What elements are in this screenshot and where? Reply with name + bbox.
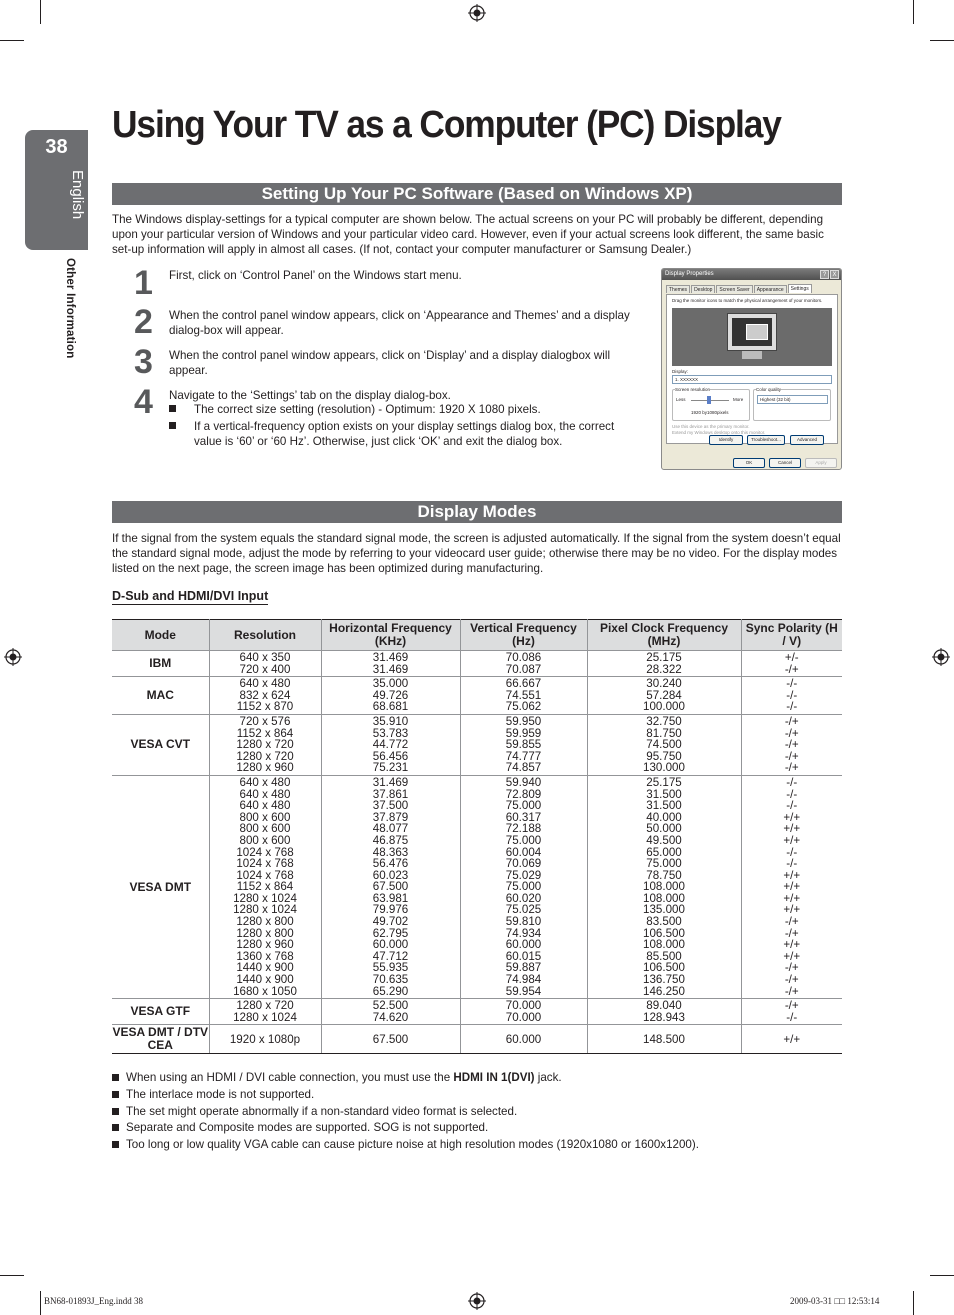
registration-mark-icon [4, 648, 22, 666]
cell-value: 31.469 [372, 662, 409, 676]
bullet-square-icon [112, 1124, 119, 1131]
cell-value: 72.809 [505, 787, 542, 801]
mode-cell: VESA DMT / DTV CEA [112, 1025, 209, 1053]
note-item: When using an HDMI / DVI cable connection, you must use the HDMI IN 1(DVI) jack. [112, 1070, 842, 1087]
cell-value: 1280 x 1024 [233, 1010, 297, 1024]
cancel-button[interactable]: Cancel [769, 458, 801, 468]
pixel-clock-cell [587, 714, 741, 775]
cell-value: +/+ [783, 949, 801, 963]
cell-value: 146.250 [643, 984, 685, 998]
cell-value: 28.322 [646, 662, 682, 676]
cell-value: 89.040 [646, 999, 682, 1013]
horizontal-frequency-cell [321, 714, 460, 775]
primary-monitor-checkbox[interactable]: Use this device as the primary monitor. [672, 424, 750, 429]
cell-value: -/+ [784, 749, 799, 763]
crop-mark [913, 0, 914, 24]
display-modes-intro: If the signal from the system equals the standard signal mode, the screen is adjusted automatically. If the signal from the system doesn’t equal the standard signal mode, adjust the mode by referring to your videocard user guide; otherwise there may be no video. For the display modes listed on the next page, the screen image has been optimized during manufacturing. [112, 532, 841, 575]
step-bullet: The correct size setting (resolution) - Optimum: 1920 X 1080 pixels. [169, 402, 644, 417]
display-label: Display: [672, 369, 689, 374]
cell-value: 1280 x 1024 [233, 891, 297, 905]
cell-value: 640 x 480 [239, 775, 291, 789]
cell-value: 37.861 [372, 787, 409, 801]
cell-value: 1280 x 1024 [233, 903, 297, 917]
cell-value: 1360 x 768 [236, 949, 294, 963]
cell-value: 640 x 350 [239, 651, 291, 664]
table-row [112, 999, 842, 1025]
cell-value: 95.750 [646, 749, 682, 763]
cell-value: -/- [786, 799, 798, 813]
cell-value: 640 x 480 [239, 787, 291, 801]
cell-value: 60.004 [505, 845, 542, 859]
horizontal-frequency-cell [321, 775, 460, 998]
tab-desktop[interactable]: Desktop [691, 285, 715, 293]
cell-value: 1440 x 900 [236, 961, 294, 975]
cell-value: 30.240 [646, 677, 682, 691]
cell-value: 74.777 [505, 749, 542, 763]
tab-settings[interactable]: Settings [788, 284, 812, 293]
less-label: Less [676, 397, 686, 402]
cell-value: 720 x 400 [239, 662, 291, 676]
settings-panel [666, 294, 838, 444]
cell-value: -/+ [784, 761, 799, 775]
section-label: Other Information [64, 258, 76, 359]
cell-value: 640 x 480 [239, 677, 291, 691]
cell-value: 49.726 [372, 688, 409, 702]
step-number: 3 [134, 343, 153, 381]
vertical-frequency-cell [460, 714, 587, 775]
cell-value: 79.976 [372, 903, 409, 917]
header-pixel-clock: Pixel Clock Frequency (MHz) [587, 620, 741, 651]
cell-value: 800 x 600 [239, 822, 291, 836]
cell-value: 75.000 [646, 857, 682, 871]
crop-mark [913, 1291, 914, 1315]
software-intro: The Windows display-settings for a typical computer are shown below. The actual screens on your PC will probably be different, depending upon your particular version of Windows and your particular video card. However, even if your actual screens look different, the same basic set-up information will apply in almost all cases. (If not, contact your computer manufacturer or Samsung Dealer.) [112, 213, 824, 256]
bullet-square-icon [112, 1108, 119, 1115]
sync-polarity-cell [741, 651, 842, 677]
table-body [112, 651, 842, 1054]
header-vertical-frequency: Vertical Frequency (Hz) [460, 620, 587, 651]
crop-mark [0, 40, 24, 41]
cell-value: 800 x 600 [239, 833, 291, 847]
cell-value: -/- [786, 775, 798, 789]
cell-value: 1024 x 768 [236, 868, 294, 882]
step-text: When the control panel window appears, click on ‘Display’ and a display dialogbox will appear. [169, 349, 611, 377]
mode-cell: VESA GTF [112, 999, 209, 1025]
monitor-icon[interactable] [727, 313, 777, 351]
tab-screen-saver[interactable]: Screen Saver [716, 285, 752, 293]
cell-value: 56.476 [372, 857, 409, 871]
pixel-clock-cell [587, 651, 741, 677]
cell-value: 70.069 [505, 857, 542, 871]
cell-value: 1280 x 720 [236, 738, 294, 752]
cell-value: 35.910 [372, 714, 409, 728]
cell-value: 135.000 [643, 903, 685, 917]
cell-value: +/+ [783, 1032, 801, 1046]
dialog-titlebar [662, 269, 841, 280]
step-number: 2 [134, 303, 153, 341]
table-row [112, 677, 842, 715]
cell-value: 25.175 [646, 651, 682, 664]
table-row [112, 714, 842, 775]
page-number: 38 [45, 136, 68, 158]
cell-value: -/- [786, 688, 798, 702]
cell-value: 48.363 [372, 845, 409, 859]
note-item: Too long or low quality VGA cable can cause picture noise at high resolution modes (1920x1080 or 1600x1200). [112, 1137, 842, 1154]
step-text: Navigate to the ‘Settings’ tab on the display dialog-box. [169, 389, 451, 402]
cell-value: 68.681 [372, 700, 409, 714]
crop-mark [40, 0, 41, 24]
step-text: When the control panel window appears, click on ‘Appearance and Themes’ and a display dialog-box will appear. [169, 309, 630, 337]
cell-value: -/+ [784, 926, 799, 940]
notes-list [112, 1070, 842, 1154]
cell-value: 63.981 [372, 891, 409, 905]
cell-value: -/- [786, 700, 798, 714]
apply-button[interactable]: Apply [805, 458, 837, 468]
resolution-group [672, 389, 750, 421]
cell-value: 31.500 [646, 787, 682, 801]
cell-value: 59.950 [505, 714, 542, 728]
vertical-frequency-cell [460, 651, 587, 677]
close-icon[interactable]: X [830, 270, 839, 279]
cell-value: 75.029 [505, 868, 542, 882]
cell-value: 31.469 [372, 651, 409, 664]
cell-value: +/+ [783, 880, 801, 894]
cell-value: 1280 x 720 [236, 749, 294, 763]
cell-value: 70.635 [372, 973, 409, 987]
cell-value: 74.500 [646, 738, 682, 752]
cell-value: 106.500 [643, 961, 685, 975]
footer-file: BN68-01893J_Eng.indd 38 [44, 1296, 143, 1306]
pixel-clock-cell [587, 999, 741, 1025]
cell-value: -/+ [784, 999, 799, 1013]
cell-value: 25.175 [646, 775, 682, 789]
cell-value: 60.023 [372, 868, 409, 882]
cell-value: 83.500 [646, 915, 682, 929]
cell-value: 128.943 [643, 1010, 685, 1024]
cell-value: 50.000 [646, 822, 682, 836]
header-horizontal-frequency: Horizontal Frequency (KHz) [321, 620, 460, 651]
mode-cell: MAC [112, 677, 209, 715]
cell-value: 108.000 [643, 938, 685, 952]
step-bullet: If a vertical-frequency option exists on your display settings dialog box, the correct value is ‘60’ or ‘60 Hz’. Otherwise, just click ‘OK’ and exit the dialog box. [169, 419, 644, 434]
note-item: Separate and Composite modes are supported. SOG is not supported. [112, 1120, 842, 1137]
cell-value: +/+ [783, 810, 801, 824]
page-title: Using Your TV as a Computer (PC) Display [112, 104, 781, 146]
horizontal-frequency-cell [321, 999, 460, 1025]
cell-value: 1152 x 864 [236, 726, 294, 740]
cell-value: 130.000 [643, 761, 685, 775]
pixel-clock-cell [587, 775, 741, 998]
cell-value: 49.702 [372, 915, 409, 929]
cell-value: 1024 x 768 [236, 857, 294, 871]
ok-button[interactable]: OK [733, 458, 765, 468]
cell-value: +/+ [783, 891, 801, 905]
help-icon[interactable]: ? [820, 270, 829, 279]
color-group [753, 389, 831, 421]
cell-value: 32.750 [646, 714, 682, 728]
cell-value: 60.317 [505, 810, 542, 824]
sync-polarity-cell [741, 999, 842, 1025]
cell-value: 31.469 [372, 775, 409, 789]
cell-value: +/- [784, 651, 799, 664]
sync-polarity-cell [741, 714, 842, 775]
cell-value: -/- [786, 857, 798, 871]
cell-value: 60.000 [505, 1032, 542, 1046]
cell-value: 48.077 [372, 822, 409, 836]
cell-value: 60.015 [505, 949, 542, 963]
cell-value: 1152 x 870 [236, 700, 294, 714]
more-label: More [733, 397, 744, 402]
cell-value: 60.000 [505, 938, 542, 952]
cell-value: 70.000 [505, 999, 542, 1013]
vertical-frequency-cell [460, 775, 587, 998]
cell-value: -/- [786, 1010, 798, 1024]
cell-value: 75.000 [505, 880, 542, 894]
extend-desktop-checkbox[interactable]: Extend my Windows desktop onto this monitor. [672, 430, 766, 435]
cell-value: 72.188 [505, 822, 542, 836]
resolution-value: 1920 by1080pixels [691, 410, 729, 415]
cell-value: -/+ [784, 738, 799, 752]
cell-value: 59.954 [505, 984, 542, 998]
cell-value: 1280 x 960 [236, 938, 294, 952]
cell-value: 59.940 [505, 775, 542, 789]
cell-value: 148.500 [643, 1032, 685, 1046]
cell-value: 59.810 [505, 915, 542, 929]
cell-value: +/+ [783, 903, 801, 917]
cell-value: 832 x 624 [239, 688, 291, 702]
tab-themes[interactable]: Themes [666, 285, 690, 293]
cell-value: 1024 x 768 [236, 845, 294, 859]
header-mode: Mode [112, 620, 209, 651]
sync-polarity-cell [741, 775, 842, 998]
cell-value: 46.875 [372, 833, 409, 847]
resolution-cell [209, 775, 321, 998]
cell-value: 1280 x 800 [236, 915, 294, 929]
step-number: 4 [134, 383, 153, 421]
cell-value: -/+ [784, 973, 799, 987]
cell-value: 67.500 [372, 880, 409, 894]
resolution-cell [209, 714, 321, 775]
cell-value: 59.959 [505, 726, 542, 740]
table-row [112, 775, 842, 998]
registration-mark-icon [468, 1292, 486, 1310]
crop-mark [930, 40, 954, 41]
cell-value: 62.795 [372, 926, 409, 940]
identify-button[interactable]: Identify [709, 435, 743, 445]
cell-value: 66.667 [505, 677, 542, 691]
dialog-hint: Drag the monitor icons to match the physical arrangement of your monitors. [672, 298, 823, 303]
cell-value: 74.984 [505, 973, 542, 987]
cell-value: 1440 x 900 [236, 973, 294, 987]
cell-value: 53.783 [372, 726, 409, 740]
cell-value: 65.000 [646, 845, 682, 859]
cell-value: 57.284 [646, 688, 682, 702]
cell-value: 720 x 576 [239, 714, 291, 728]
mode-cell: VESA CVT [112, 714, 209, 775]
cell-value: 640 x 480 [239, 799, 291, 813]
cell-value: 78.750 [646, 868, 682, 882]
horizontal-frequency-cell [321, 677, 460, 715]
cell-value: 31.500 [646, 799, 682, 813]
table-header-row [112, 620, 842, 651]
vertical-frequency-cell [460, 999, 587, 1025]
cell-value: 1280 x 800 [236, 926, 294, 940]
cell-value: 75.000 [505, 833, 542, 847]
cell-value: 35.000 [372, 677, 409, 691]
registration-mark-icon [932, 648, 950, 666]
cell-value: 56.456 [372, 749, 409, 763]
cell-value: 74.620 [372, 1010, 409, 1024]
cell-value: 1152 x 864 [236, 880, 294, 894]
cell-value: +/+ [783, 833, 801, 847]
bullet-square-icon [169, 405, 176, 412]
crop-mark [930, 1275, 954, 1276]
resolution-cell [209, 999, 321, 1025]
step-text: First, click on ‘Control Panel’ on the Windows start menu. [169, 269, 462, 282]
cell-value: 37.500 [372, 799, 409, 813]
cell-value: 1280 x 720 [236, 999, 294, 1013]
color-label: Color quality [756, 387, 782, 392]
cell-value: 59.887 [505, 961, 542, 975]
cell-value: -/- [786, 677, 798, 691]
bullet-square-icon [112, 1074, 119, 1081]
header-sync-polarity: Sync Polarity (H / V) [741, 620, 842, 651]
cell-value: 65.290 [372, 984, 409, 998]
section-heading-software: Setting Up Your PC Software (Based on Windows XP) [112, 183, 842, 205]
cell-value: 60.000 [372, 938, 409, 952]
footer-date: 2009-03-31 □□ 12:53:14 [790, 1296, 880, 1306]
mode-cell: VESA DMT [112, 775, 209, 998]
monitor-stand-icon [742, 351, 762, 359]
cell-value: 37.879 [372, 810, 409, 824]
step-number: 1 [134, 264, 153, 302]
note-item: The interlace mode is not supported. [112, 1087, 842, 1104]
cell-value: 70.087 [505, 662, 542, 676]
vertical-frequency-cell [460, 1025, 587, 1054]
cell-value: -/+ [784, 662, 799, 676]
cell-value: +/+ [783, 822, 801, 836]
cell-value: 74.857 [505, 761, 542, 775]
cell-value: 44.772 [372, 738, 409, 752]
cell-value: -/+ [784, 984, 799, 998]
cell-value: 47.712 [372, 949, 409, 963]
cell-value: 136.750 [643, 973, 685, 987]
cell-value: 67.500 [372, 1032, 409, 1046]
cell-value: 75.062 [505, 700, 542, 714]
registration-mark-icon [468, 4, 486, 22]
cell-value: 75.025 [505, 903, 542, 917]
resolution-label: Screen resolution [675, 387, 711, 392]
table-row [112, 1025, 842, 1054]
resolution-slider-handle[interactable] [707, 396, 711, 404]
cell-value: 85.500 [646, 949, 682, 963]
pixel-clock-cell [587, 1025, 741, 1054]
display-modes-table [112, 619, 842, 1054]
crop-mark [0, 1275, 24, 1276]
cell-value: 75.000 [505, 799, 542, 813]
cell-value: 75.231 [372, 761, 409, 775]
vertical-frequency-cell [460, 677, 587, 715]
display-select[interactable]: 1. XXXXXX [672, 375, 832, 384]
cell-value: 52.500 [372, 999, 409, 1013]
cell-value: 74.551 [505, 688, 542, 702]
table-row [112, 651, 842, 677]
monitor-arrangement[interactable] [672, 308, 832, 366]
sync-polarity-cell [741, 677, 842, 715]
cell-value: 1280 x 960 [236, 761, 294, 775]
table-subheading: D-Sub and HDMI/DVI Input [112, 589, 269, 603]
cell-value: 70.000 [505, 1010, 542, 1024]
pixel-clock-cell [587, 677, 741, 715]
cell-value: 74.934 [505, 926, 542, 940]
cell-value: -/+ [784, 726, 799, 740]
cell-value: 106.500 [643, 926, 685, 940]
cell-value: 1680 x 1050 [233, 984, 297, 998]
advanced-button[interactable]: Advanced [790, 435, 824, 445]
crop-mark [40, 1291, 41, 1315]
cell-value: 108.000 [643, 891, 685, 905]
sync-polarity-cell [741, 1025, 842, 1054]
cell-value: 108.000 [643, 880, 685, 894]
horizontal-frequency-cell [321, 1025, 460, 1054]
cell-value: -/+ [784, 961, 799, 975]
language-label: English [69, 170, 86, 220]
cell-value: 70.086 [505, 651, 542, 664]
cell-value: +/+ [783, 868, 801, 882]
resolution-cell [209, 651, 321, 677]
dialog-tabs [666, 285, 813, 293]
cell-value: 1920 x 1080p [229, 1032, 301, 1046]
page-side-tab [25, 130, 88, 250]
tab-appearance[interactable]: Appearance [754, 285, 787, 293]
cell-value: -/+ [784, 915, 799, 929]
resolution-cell [209, 677, 321, 715]
color-select[interactable]: Highest (32 bit) [757, 395, 828, 404]
bullet-square-icon [169, 422, 176, 429]
cell-value: -/- [786, 845, 798, 859]
resolution-cell [209, 1025, 321, 1054]
cell-value: 60.020 [505, 891, 542, 905]
header-resolution: Resolution [209, 620, 321, 651]
dialog-title: Display Properties [665, 271, 714, 277]
cell-value: 100.000 [643, 700, 685, 714]
cell-value: 59.855 [505, 738, 542, 752]
cell-value: -/+ [784, 714, 799, 728]
mode-cell: IBM [112, 651, 209, 677]
cell-value: 49.500 [646, 833, 682, 847]
cell-value: +/+ [783, 938, 801, 952]
troubleshoot-button[interactable]: Troubleshoot... [747, 435, 785, 445]
cell-value: 800 x 600 [239, 810, 291, 824]
cell-value: -/- [786, 787, 798, 801]
cell-value: 40.000 [646, 810, 682, 824]
display-properties-dialog [661, 268, 842, 470]
horizontal-frequency-cell [321, 651, 460, 677]
section-heading-display-modes: Display Modes [112, 501, 842, 523]
cell-value: 55.935 [372, 961, 409, 975]
bullet-square-icon [112, 1141, 119, 1148]
cell-value: 81.750 [646, 726, 682, 740]
note-item: The set might operate abnormally if a non-standard video format is selected. [112, 1104, 842, 1121]
bullet-square-icon [112, 1091, 119, 1098]
